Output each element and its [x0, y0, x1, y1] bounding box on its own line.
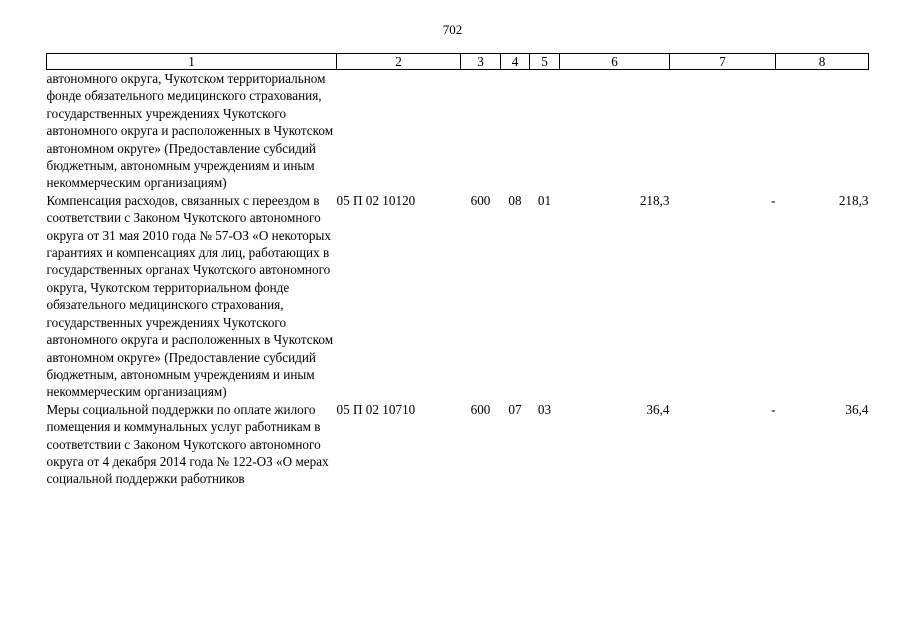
column-header-name: 1	[47, 54, 337, 70]
row-name: Компенсация расходов, связанных с переездом в соответствии с Законом Чукотского автономного округа от 31 мая 2010 года № 57-ОЗ «О некоторых гарантиях и компенсациях для лиц, работающих в государственных органах Чукотского автономного округа, Чукотском территориальном фонде обязательного медицинского страхования, государственных учреждениях Чукотского автономного округа и расположенных в Чукотском автономном округе» (Предоставление субсидий бюджетным, автономным учреждениям и иным некоммерческим организациям)	[46, 192, 334, 400]
row-vr: 600	[470, 192, 491, 208]
row-rz: 08	[508, 192, 522, 208]
row-rz	[501, 70, 530, 192]
column-header-code: 2	[337, 54, 461, 70]
row-sum-7	[670, 70, 776, 192]
row-code	[337, 70, 461, 192]
row-sum-8	[776, 70, 869, 192]
row-sum-8: 218,3	[838, 192, 869, 208]
column-header-sum-6: 6	[560, 54, 670, 70]
column-header-sum-7: 7	[670, 54, 776, 70]
column-header-rz: 4	[501, 54, 530, 70]
row-pr: 01	[537, 192, 552, 208]
row-sum-6: 36,4	[646, 401, 670, 417]
row-vr: 600	[470, 401, 491, 417]
table-row	[47, 70, 869, 192]
row-rz: 07	[508, 401, 522, 417]
table-row	[47, 401, 869, 488]
table-row	[47, 192, 869, 401]
row-vr	[461, 70, 501, 192]
row-sum-7: -	[771, 401, 776, 417]
row-sum-8: 36,4	[845, 401, 869, 417]
column-header-pr: 5	[530, 54, 560, 70]
page-number: 702	[442, 22, 463, 37]
row-sum-6: 218,3	[639, 192, 670, 208]
row-name: Меры социальной поддержки по оплате жилого помещения и коммунальных услуг работникам в соответствии с Законом Чукотского автономного округа от 4 декабря 2014 года № 122-ОЗ «О мерах социальной поддержки работников	[46, 401, 329, 487]
row-code: 05 П 02 10710	[336, 401, 416, 417]
column-header-sum-8: 8	[776, 54, 869, 70]
row-pr	[530, 70, 560, 192]
row-name: автономного округа, Чукотском территориальном фонде обязательного медицинского страхования, государственных учреждениях Чукотского автономного округа и расположенных в Чукотском автономном округе» (Предоставление субсидий бюджетным, автономным учреждениям и иным некоммерческим организациям)	[46, 71, 334, 191]
row-sum-7: -	[771, 192, 776, 208]
row-pr: 03	[537, 401, 552, 417]
header-row	[47, 54, 869, 70]
row-sum-6	[560, 70, 670, 192]
column-header-vr: 3	[461, 54, 501, 70]
budget-table	[46, 53, 869, 488]
row-code: 05 П 02 10120	[336, 192, 416, 208]
